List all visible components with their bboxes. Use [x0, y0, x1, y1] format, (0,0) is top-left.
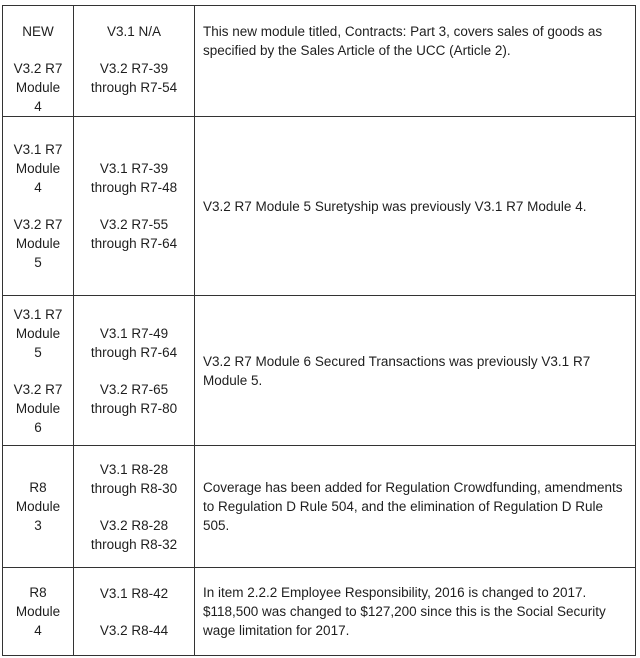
pages-cell	[74, 117, 195, 296]
pages-cell	[74, 6, 195, 117]
pages-label: V3.1 R8-42	[99, 585, 169, 601]
description-cell: This new module titled, Contracts: Part 3, covers sales of goods as specified by the Sales Article of the UCC (Article 2).	[195, 6, 636, 117]
table-row	[3, 117, 636, 296]
module-label: V3.2 R7 Module 4	[13, 61, 63, 114]
changes-table	[2, 5, 636, 656]
module-label: V3.1 R7 Module 5	[13, 306, 63, 360]
module-label: V3.1 R7 Module 4	[13, 142, 63, 195]
table-row	[3, 296, 636, 446]
module-cell	[3, 117, 74, 296]
module-label: R8 Module 4	[15, 585, 61, 638]
pages-label: V3.1 R7-49 through R7-64	[90, 325, 178, 360]
pages-label: V3.2 R7-65 through R7-80	[90, 381, 178, 416]
module-label: R8 Module 3	[15, 480, 61, 533]
pages-cell	[74, 568, 195, 656]
pages-label: V3.1 N/A	[106, 24, 162, 39]
module-cell	[3, 296, 74, 446]
module-label: NEW	[22, 24, 54, 39]
pages-label: V3.2 R7-39 through R7-54	[90, 61, 178, 95]
module-cell	[3, 6, 74, 117]
description-cell: V3.2 R7 Module 5 Suretyship was previously V3.1 R7 Module 4.	[195, 117, 636, 296]
module-label: V3.2 R7 Module 5	[13, 217, 63, 270]
module-cell	[3, 446, 74, 568]
table-row	[3, 568, 636, 656]
description-cell: In item 2.2.2 Employee Responsibility, 2016 is changed to 2017. $118,500 was changed to $127,200 since this is the Social Security wage limitation for 2017.	[195, 568, 636, 656]
pages-cell	[74, 296, 195, 446]
pages-label: V3.2 R7-55 through R7-64	[90, 217, 178, 251]
description-cell: Coverage has been added for Regulation Crowdfunding, amendments to Regulation D Rule 504, and the elimination of Regulation D Rule 505.	[195, 446, 636, 568]
pages-cell	[74, 446, 195, 568]
pages-label: V3.2 R8-44	[99, 622, 169, 638]
pages-label: V3.1 R8-28 through R8-30	[90, 461, 178, 496]
table-row	[3, 6, 636, 117]
pages-label: V3.2 R8-28 through R8-32	[90, 517, 178, 552]
description-cell: V3.2 R7 Module 6 Secured Transactions was previously V3.1 R7 Module 5.	[195, 296, 636, 446]
module-label: V3.2 R7 Module 6	[13, 381, 63, 435]
module-cell	[3, 568, 74, 656]
table-row	[3, 446, 636, 568]
pages-label: V3.1 R7-39 through R7-48	[90, 161, 178, 195]
